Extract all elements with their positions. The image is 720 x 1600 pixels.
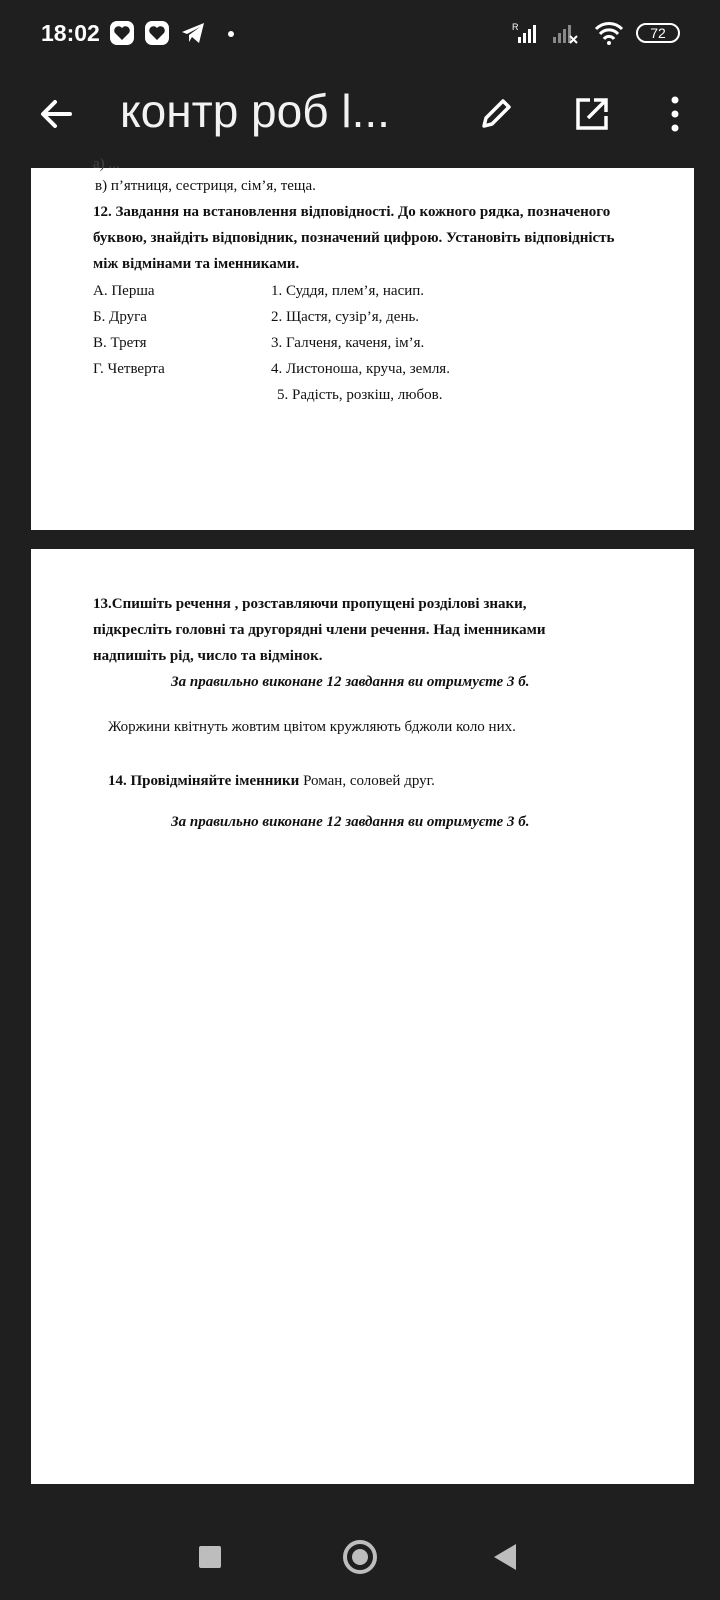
telegram-icon [180,20,206,46]
cut-off-line: а) ... [93,156,120,172]
heart-app-icon [144,20,170,46]
task12-line2: буквою, знайдіть відповідник, позначений цифрою. Установіть відповідність [93,230,615,246]
right-column-item: 3. Галченя, каченя, ім’я. [271,335,425,351]
status-time: 18:02 [41,20,100,46]
signal-off-icon [552,20,578,46]
task14-nouns: Роман, соловей друг. [299,773,435,789]
score-note: За правильно виконане 12 завдання ви отримуєте 3 б. [171,674,530,690]
app-bar [0,70,720,168]
task13-line2: підкресліть головні та другорядні члени речення. Над іменниками [93,622,546,638]
task14-label: 14. Провідміняйте іменники [108,773,300,789]
left-column-item: А. Перша [93,283,155,299]
home-circle-icon[interactable] [343,1540,377,1574]
task13-line1: 13.Спишіть речення , розставляючи пропущені розділові знаки, [93,596,527,612]
open-external-icon[interactable] [570,92,614,136]
svg-text:R: R [512,22,519,32]
task13-line3: надпишіть рід, число та відмінок. [93,648,323,664]
right-column-item: 2. Щастя, сузір’я, день. [271,309,420,325]
left-column-item: В. Третя [93,335,147,351]
document-page-1 [31,156,694,530]
wifi-icon [594,20,624,46]
right-column-item: 1. Суддя, плем’я, насип. [271,283,425,299]
task13-sentence: Жоржини квітнуть жовтим цвітом кружляють бджоли коло них. [108,719,516,735]
left-column-item: Г. Четверта [93,361,165,377]
recents-square-icon[interactable] [199,1546,221,1568]
document-title: контр роб l... [120,85,390,137]
right-column-item: 5. Радість, розкіш, любов. [277,387,443,403]
answer-line-v: в) п’ятниця, сестриця, сім’я, теща. [95,178,316,194]
score-note: За правильно виконане 12 завдання ви отримуєте 3 б. [171,814,530,830]
pencil-icon[interactable] [474,92,518,136]
system-nav-bar [0,1504,720,1600]
task12-line3: між відмінами та іменниками. [93,256,300,272]
back-triangle-icon[interactable] [494,1544,516,1570]
left-column-item: Б. Друга [93,309,147,325]
task14-line [108,773,435,790]
right-column-item: 4. Листоноша, круча, земля. [271,361,450,377]
back-arrow-icon[interactable] [34,92,78,136]
notification-dot [228,31,234,37]
task12-line1: 12. Завдання на встановлення відповідності. До кожного рядка, позначеного [93,204,611,220]
status-bar [0,0,720,70]
heart-app-icon [109,20,135,46]
battery-indicator: 72 [636,23,680,43]
document-page-2 [31,549,694,1484]
more-vert-icon[interactable] [660,92,690,136]
signal-icon [512,20,538,46]
